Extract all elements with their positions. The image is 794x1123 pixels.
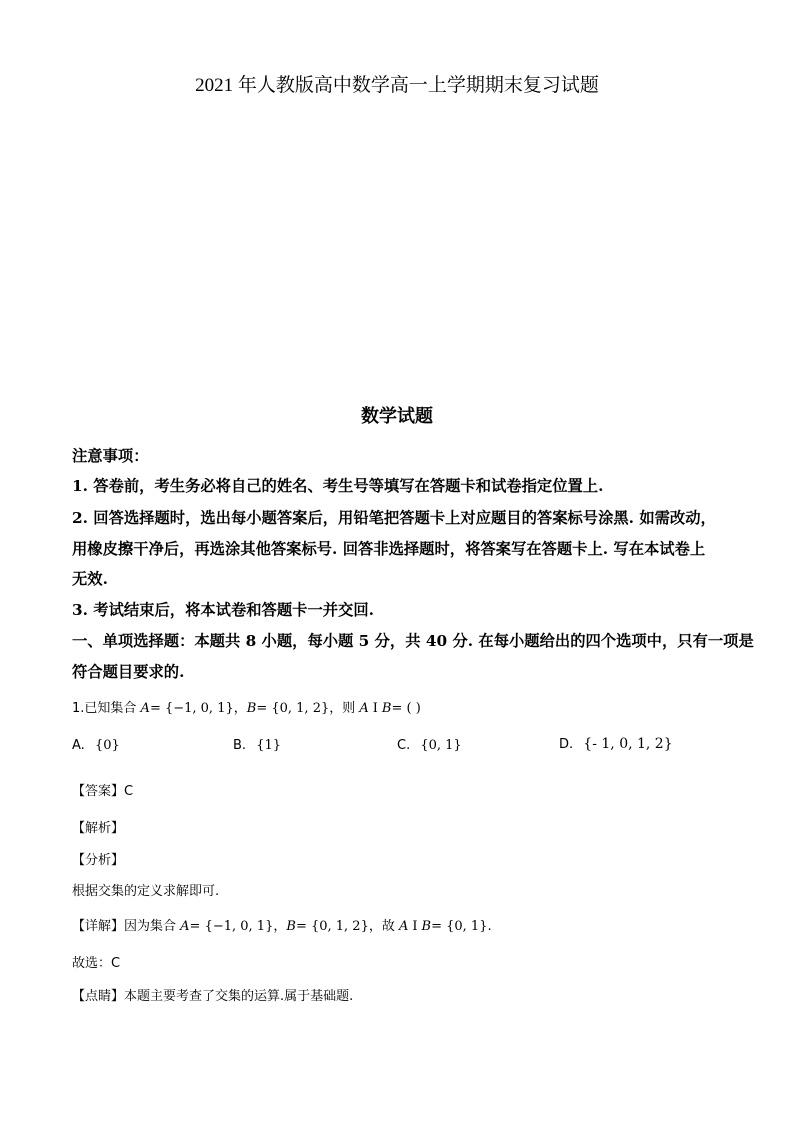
answer-value: C <box>124 784 134 799</box>
q1-setA-var: A <box>140 701 150 716</box>
option-a-letter: A. <box>72 738 85 753</box>
option-b[interactable] <box>233 738 281 753</box>
comment-text: 本题主要考查了交集的运算.属于基础题. <box>124 989 354 1004</box>
q1-expr-tail: = ( ) <box>391 701 421 716</box>
part1-instruction-line-1: 一、单项选择题：本题共 8 小题，每小题 5 分，共 40 分. 在每小题给出的四个选项中，只有一项是 <box>72 632 754 650</box>
notice-item-2-line-1: 2. 回答选择题时，选出每小题答案后，用铅笔把答题卡上对应题目的答案标号涂黑. 如需改动， <box>72 509 716 527</box>
detail-expr-A: A <box>399 919 409 934</box>
detail-expr-op: I <box>412 919 418 934</box>
detail-sep: ， <box>273 919 287 934</box>
choose-line: 故选：C <box>72 956 121 971</box>
notice-item-2-line-2: 用橡皮擦干净后，再选涂其他答案标号. 回答非选择题时，将答案写在答题卡上. 写在本试卷上 <box>72 540 706 558</box>
q1-expr-B: B <box>381 701 392 716</box>
question-1-stem <box>72 697 421 716</box>
q1-sep1: ， <box>233 701 247 716</box>
notice-item-2-line-3: 无效. <box>72 570 108 588</box>
option-a[interactable] <box>72 738 120 753</box>
detail-tag: 【详解】 <box>72 919 125 934</box>
analysis-tag: 【解析】 <box>72 821 125 836</box>
notice-heading: 注意事项： <box>72 447 149 465</box>
option-d-value: {- 1, 0, 1, 2} <box>583 736 673 752</box>
detail-expr-B: B <box>421 919 432 934</box>
part1-instruction-line-2: 符合题目要求的. <box>72 663 185 681</box>
section-title: 数学试题 <box>361 406 433 427</box>
detail-B: B <box>286 919 296 934</box>
q1-setB-val: = {0, 1, 2} <box>256 701 330 716</box>
option-b-value: {1} <box>256 738 282 753</box>
detail-line <box>72 915 492 934</box>
option-d-letter: D. <box>559 737 574 752</box>
document-title: 2021 年人教版高中数学高一上学期期末复习试题 <box>195 75 599 96</box>
answer-line <box>72 780 133 799</box>
answer-tag: 【答案】 <box>72 784 125 799</box>
detail-end: . <box>487 919 492 934</box>
q1-expr-A: A <box>359 701 369 716</box>
q1-prefix: 1.已知集合 <box>72 701 141 716</box>
fenxi-tag: 【分析】 <box>72 853 125 868</box>
q1-setB-var: B <box>246 701 257 716</box>
notice-item-1: 1. 答卷前，考生务必将自己的姓名、考生号等填写在答题卡和试卷指定位置上. <box>72 477 604 495</box>
detail-Aval: = {−1, 0, 1} <box>189 919 274 934</box>
option-d[interactable] <box>559 736 673 752</box>
option-c-letter: C. <box>397 738 411 753</box>
fenxi-text: 根据交集的定义求解即可. <box>72 884 220 899</box>
option-c[interactable] <box>397 738 462 753</box>
q1-sep2: ，则 <box>329 701 360 716</box>
comment-line <box>72 985 353 1004</box>
comment-tag: 【点睛】 <box>72 989 125 1004</box>
notice-item-3: 3. 考试结束后，将本试卷和答题卡一并交回. <box>72 601 374 619</box>
q1-setA-val: = {−1, 0, 1} <box>149 701 234 716</box>
q1-expr-op: I <box>372 701 378 716</box>
option-a-value: {0} <box>94 738 120 753</box>
detail-mid: ，故 <box>368 919 399 934</box>
option-c-value: {0, 1} <box>420 738 462 753</box>
detail-Bval: = {0, 1, 2} <box>295 919 369 934</box>
detail-result: = {0, 1} <box>431 919 488 934</box>
detail-text: 因为集合 <box>124 919 181 934</box>
option-b-letter: B. <box>233 738 247 753</box>
detail-A: A <box>180 919 190 934</box>
